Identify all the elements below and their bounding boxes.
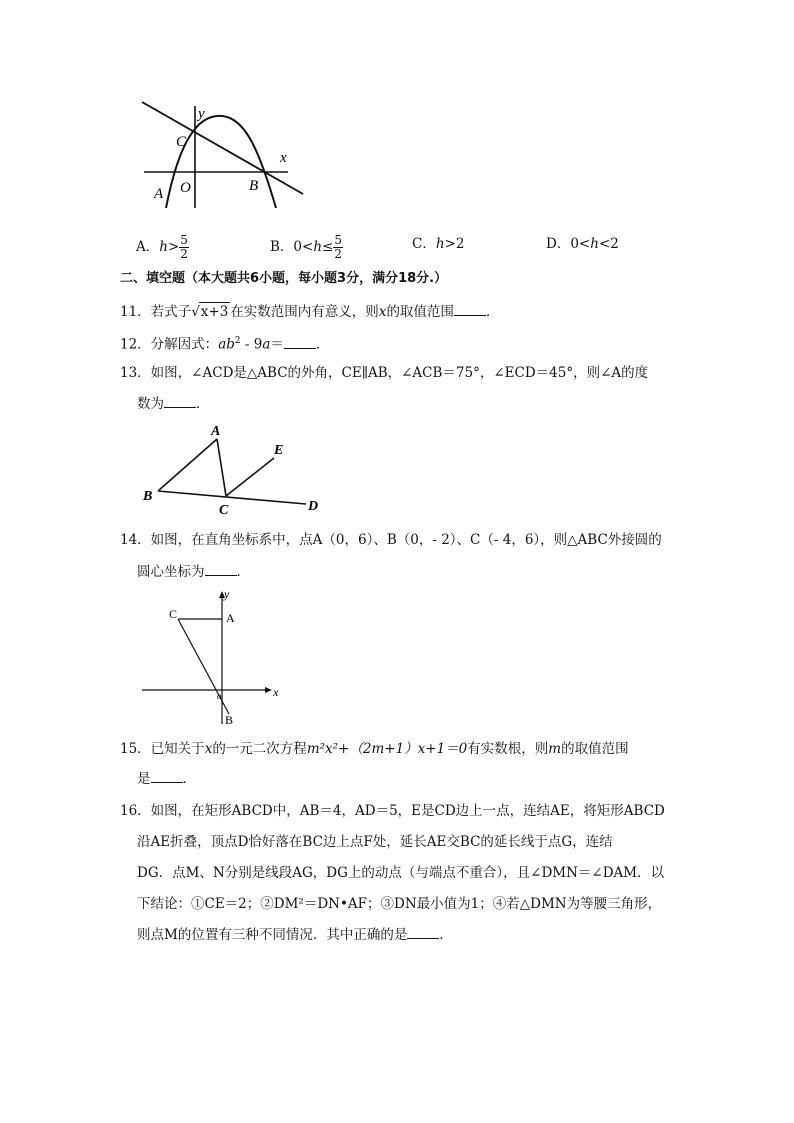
label-a: A [154,186,164,202]
label-c: C [169,607,178,621]
question-11: 11．若式子√x+3 在实数范围内有意义，则x的取值范围 ． [120,304,500,320]
label-a: A [211,424,221,439]
question-15-line1: 15．已知关于x的一元二次方程m²x²+（2m+1）x+1＝0有实数根，则m的取值范围 [120,741,629,757]
x-arrow [265,687,272,693]
fraction: $\frac{5}{2}$ [180,233,188,261]
label-e: E [274,443,284,458]
label-c: C [176,134,187,150]
question-12: 12．分解因式：$ab^2 - 9a=$ ． [120,336,330,353]
question-16-line2: 沿AE折叠，顶点D恰好落在BC边上点F处，延长AE交BC的延长线于点G，连结 [137,834,613,850]
fraction: $\frac{5}{2}$ [334,233,342,261]
question-15-line2: 是 ． [137,771,196,787]
radicand: x+3 [200,304,229,320]
option-c[interactable]: C．h>2 [412,236,465,252]
option-a[interactable]: A．h> $\frac{5}{2}$ [136,233,188,261]
answer-blank[interactable] [407,926,439,939]
segment-ce [226,458,274,496]
answer-blank[interactable] [205,563,237,576]
option-b[interactable]: B．0<h≤ $\frac{5}{2}$ [270,233,342,261]
segment-ab [158,439,217,491]
answer-blank[interactable] [454,303,486,316]
q10-options [120,228,680,260]
question-13-line1: 13．如图，∠ACD是△ABC的外角，CE∥AB，∠ACB＝75°，∠ECD＝45°，则∠A的度 [120,365,649,381]
label-a: A [226,611,235,625]
label-x: x [273,685,279,699]
label-o: o [217,691,222,701]
q14-coordinate-figure [140,586,285,726]
question-16-line4: 下结论：①CE＝2；②DM²＝DN•AF；③DN最小值为1；④若△DMN为等腰三角形， [137,896,662,912]
label-x: x [280,150,287,166]
label-y: y [198,106,205,122]
answer-blank[interactable] [164,395,196,408]
question-16-line3: DG．点M、N分别是线段AG，DG上的动点（与端点不重合），且∠DMN＝∠DAM．以 [137,865,665,881]
sqrt-sign: √ [191,304,200,320]
label-y: y [224,587,230,601]
q13-triangle-figure [138,418,328,518]
question-16-line5: 则点M的位置有三种不同情况．其中正确的是 ． [137,927,453,943]
q10-parabola-figure [138,96,308,208]
label-b: B [225,713,234,726]
question-14-line1: 14．如图，在直角坐标系中，点A（0，6）、B（0，- 2）、C（- 4，6），则△ABC外接圆的 [120,532,662,548]
section-heading: 二、填空题（本大题共6小题，每小题3分，满分18分.） [120,271,448,286]
option-d[interactable]: D．0<h<2 [546,236,619,252]
label-o: O [180,180,191,196]
label-b: B [249,178,259,194]
segment-ac [217,439,226,496]
label-c: C [219,503,229,518]
question-14-line2: 圆心坐标为 ． [137,564,250,580]
segment-bd [158,491,306,504]
question-16-line1: 16．如图，在矩形ABCD中，AB＝4，AD＝5，E是CD边上一点，连结AE，将矩形ABCD [120,803,665,819]
answer-blank[interactable] [284,336,316,349]
answer-blank[interactable] [151,770,183,783]
label-b: B [143,489,153,504]
question-13-line2: 数为 ． [137,396,210,412]
label-d: D [308,499,319,514]
